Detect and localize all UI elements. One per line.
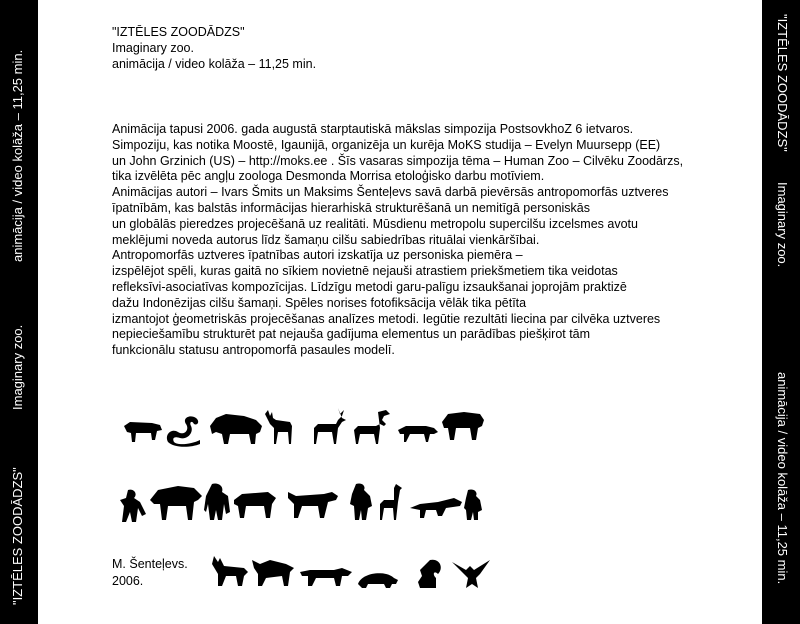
crocodile-silhouette-icon (408, 494, 464, 522)
right-spine (762, 0, 800, 624)
spine-left-format: animācija / video kolāža – 11,25 min. (10, 49, 25, 262)
page-title: "IZTĒLES ZOODĀDZS" (112, 25, 245, 39)
body-line: Animācija tapusi 2006. gada augustā starptautiskā mākslas simpozija PostsovkhoZ 6 ietvaros. (112, 122, 634, 136)
stag-silhouette-icon (308, 406, 348, 446)
snake-silhouette-icon (162, 412, 204, 448)
body-line: Animācijas autori – Ivars Šmits un Maksims Šenteļevs savā darbā pievērsās antropomorfās uztveres (112, 185, 669, 200)
bear-standing-silhouette-icon (348, 482, 374, 522)
spine-right-subtitle: Imaginary zoo. (775, 182, 790, 268)
body-line: Antropomorfās uztveres īpatnības autori izskatīja uz personiska piemēra – (112, 248, 523, 263)
body-line: refleksīvi-asociatīvas kompozīcijas. Līdzīgu metodi garu-palīgu izsaukšanai joprojām praktizē (112, 279, 627, 294)
monkey-silhouette-icon (118, 488, 148, 524)
spine-left-title: "IZTĒLES ZOODĀDZS" (10, 467, 25, 605)
spine-right-title: "IZTĒLES ZOODĀDZS" (775, 14, 790, 152)
eagle-silhouette-icon (450, 556, 492, 590)
body-line: funkcionālu statusu antropomorfā pasaules modelī. (112, 343, 395, 358)
body-line: nepieciešamību strukturēt pat nejauša gadījuma elementus un parādības piešķirot tām (112, 327, 591, 342)
llama-silhouette-icon (376, 482, 406, 522)
description-text (112, 122, 752, 359)
author-name: M. Šenteļevs. (112, 557, 188, 571)
cub-silhouette-icon (462, 488, 484, 522)
gorilla-silhouette-icon (202, 482, 232, 522)
deer-silhouette-icon (262, 408, 296, 446)
page-subtitle: Imaginary zoo. (112, 41, 194, 55)
spine-left-subtitle: Imaginary zoo. (10, 324, 25, 410)
bull-silhouette-icon (122, 416, 164, 446)
hyena-silhouette-icon (250, 556, 296, 588)
bison-silhouette-icon (208, 412, 264, 446)
body-line: izmantojot ģeometriskās projecēšanas analīzes metodi. Iegūtie rezultāti liecina par cilvēka uztveres (112, 311, 661, 326)
author-year: 2006. (112, 574, 144, 588)
body-line: un globālās pieredzes projecēšanā uz realitāti. Mūsdienu metropolu supercilšu izcelsmes avotu (112, 216, 638, 231)
left-spine (0, 0, 38, 624)
body-line: Simpoziju, kas notika Moostē, Igaunijā, organizēja un kurēja MoKS studija – Evelyn Muursepp (EE) (112, 137, 661, 152)
body-line: dažu Indonēzijas cilšu šamaņi. Spēles norises fotofiksācija vēlāk tika pētīta (112, 295, 527, 310)
body-line: meklējumi noveda autorus līdz šamaņu cilšu sabiedrības rituālai vienkāršībai. (112, 232, 540, 247)
header-block (112, 24, 316, 72)
spine-right-format: animācija / video kolāža – 11,25 min. (775, 372, 790, 585)
wolf-silhouette-icon (284, 486, 340, 520)
panther-silhouette-icon (396, 420, 440, 444)
boar-silhouette-icon (232, 488, 278, 520)
armadillo-silhouette-icon (356, 568, 400, 590)
buffalo-silhouette-icon (440, 410, 486, 446)
fox-silhouette-icon (298, 564, 356, 588)
body-line: izspēlējot spēli, kuras gaitā no sīkiem novietnē nejauši atrastiem priekšmetiem tika veidotas (112, 264, 618, 279)
moose-silhouette-icon (350, 408, 392, 446)
squirrel-silhouette-icon (414, 558, 446, 590)
format-line: animācija / video kolāža – 11,25 min. (112, 57, 317, 71)
cat-silhouette-icon (210, 552, 250, 588)
signature-block (112, 556, 188, 590)
body-line: un John Grzinich (US) – http://moks.ee . Šīs vasaras simpozija tēma – Human Zoo – Cilvēku Zoodārzs, (112, 153, 684, 168)
body-line: tika izvēlēta pēc angļu zoologa Desmonda Morrisa etoloģisko darbu motīviem. (112, 169, 545, 184)
body-line: īpatnībām, kas balstās informācijas hierarhiskā strukturēšanā un nemitīgā personiskās (112, 200, 591, 215)
bear-silhouette-icon (148, 484, 204, 522)
